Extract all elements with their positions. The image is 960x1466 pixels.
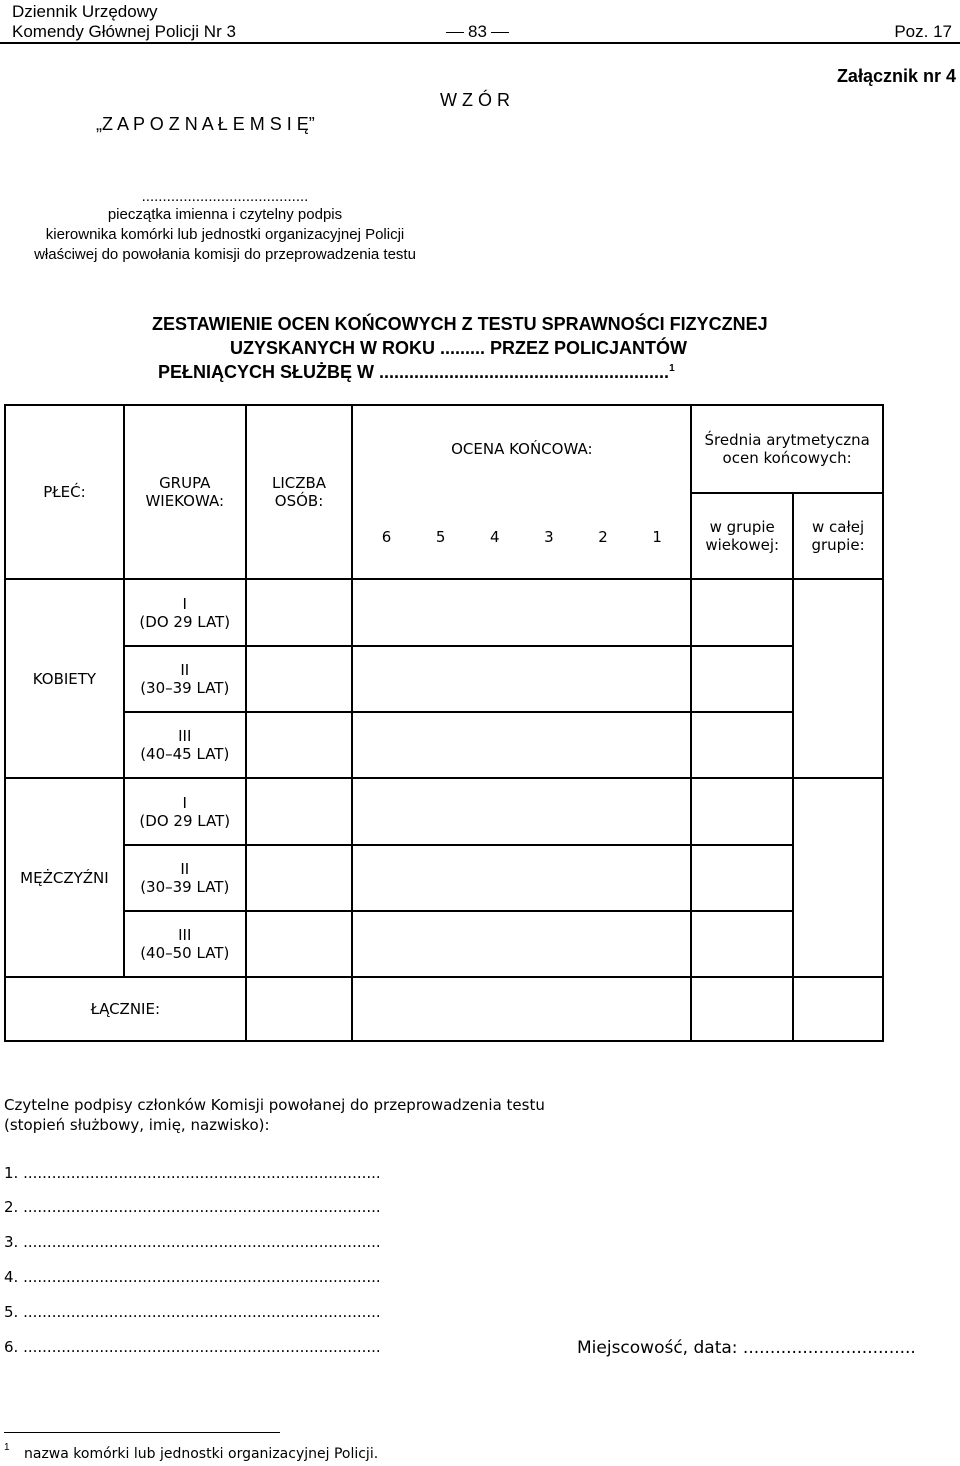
count-cell[interactable] xyxy=(246,579,353,646)
stamp-line-3: właściwej do powołania komisji do przeprowadzenia testu xyxy=(34,246,416,263)
grade-1: 1 xyxy=(652,528,662,546)
grade-6: 6 xyxy=(381,528,392,546)
grade-4: 4 xyxy=(489,528,500,546)
header-final-grade xyxy=(352,405,691,579)
title-line-3 xyxy=(158,362,675,383)
grades-cell[interactable] xyxy=(352,712,691,778)
place-date-field[interactable]: Miejscowość, data: ................................ xyxy=(577,1338,916,1358)
men-label: MĘŻCZYŹNI xyxy=(5,778,124,977)
count-cell[interactable] xyxy=(246,778,353,845)
grades-cell[interactable] xyxy=(352,845,691,911)
grade-2: 2 xyxy=(598,528,608,546)
position-number: Poz. 17 xyxy=(894,22,952,41)
grades-cell[interactable] xyxy=(352,579,691,646)
grades-table xyxy=(4,404,884,1042)
final-grade-label: OCENA KOŃCOWA: xyxy=(451,440,593,458)
women-label: KOBIETY xyxy=(5,579,124,778)
stamp-line-2: kierownika komórki lub jednostki organizacyjnej Policji xyxy=(45,226,405,243)
journal-subtitle: Komendy Głównej Policji Nr 3 xyxy=(12,22,236,41)
header-age-group: GRUPA WIEKOWA: xyxy=(124,405,246,579)
age-group-cell: I (DO 29 LAT) xyxy=(124,579,246,646)
footnote-mark: 1 xyxy=(4,1442,10,1453)
age-group-cell: II (30–39 LAT) xyxy=(124,845,246,911)
grades-cell[interactable] xyxy=(352,911,691,977)
signatures-intro-1: Czytelne podpisy członków Komisji powołanej do przeprowadzenia testu xyxy=(4,1096,545,1114)
signature-line-6[interactable]: 6. ........................................................................... xyxy=(4,1338,381,1356)
mean-group-cell[interactable] xyxy=(691,845,793,911)
total-label: ŁĄCZNIE: xyxy=(5,977,246,1041)
title-line-2: UZYSKANYCH W ROKU ......... PRZEZ POLICJANTÓW xyxy=(230,338,688,358)
mean-group-cell[interactable] xyxy=(691,646,793,712)
mean-group-cell[interactable] xyxy=(691,778,793,845)
count-cell[interactable] xyxy=(246,845,353,911)
header-count: LICZBA OSÓB: xyxy=(246,405,353,579)
title-footnote-mark: 1 xyxy=(669,363,675,374)
signature-line-2[interactable]: 2. ........................................................................... xyxy=(4,1198,381,1216)
title-line-3-text: PEŁNIĄCYCH SŁUŻBĘ W .......................................................... xyxy=(158,362,670,382)
age-group-cell: I (DO 29 LAT) xyxy=(124,778,246,845)
age-group-cell: III (40–45 LAT) xyxy=(124,712,246,778)
stamp-dots: ........................................ xyxy=(141,188,309,205)
mean-all-women-cell[interactable] xyxy=(793,579,883,778)
count-cell[interactable] xyxy=(246,646,353,712)
stamp-line-1: pieczątka imienna i czytelny podpis xyxy=(107,206,343,223)
mean-group-cell[interactable] xyxy=(691,579,793,646)
mean-group-cell[interactable] xyxy=(691,911,793,977)
header-mean-age-group: w grupie wiekowej: xyxy=(691,493,793,579)
signature-line-3[interactable]: 3. ........................................................................... xyxy=(4,1233,381,1251)
annex-label: Załącznik nr 4 xyxy=(836,66,956,86)
grade-3: 3 xyxy=(544,528,554,546)
total-mean-all-cell[interactable] xyxy=(793,977,883,1041)
total-count-cell[interactable] xyxy=(246,977,353,1041)
acknowledgment: „Z A P O Z N A Ł E M S I Ę” xyxy=(96,114,315,134)
age-group-cell: II (30–39 LAT) xyxy=(124,646,246,712)
age-group-cell: III (40–50 LAT) xyxy=(124,911,246,977)
page-number xyxy=(446,22,509,42)
header-mean-all: w całej grupie: xyxy=(793,493,883,579)
page-number-text: 83 xyxy=(468,22,487,41)
count-cell[interactable] xyxy=(246,911,353,977)
footnote-text: nazwa komórki lub jednostki organizacyjnej Policji. xyxy=(24,1446,379,1462)
grade-5: 5 xyxy=(435,528,446,546)
signature-line-1[interactable]: 1. ........................................................................... xyxy=(4,1164,381,1182)
template-label: W Z Ó R xyxy=(440,90,510,110)
grade-scale xyxy=(353,528,690,546)
mean-group-cell[interactable] xyxy=(691,712,793,778)
mean-all-men-cell[interactable] xyxy=(793,778,883,977)
header-sex: PŁEĆ: xyxy=(5,405,124,579)
grades-cell[interactable] xyxy=(352,778,691,845)
signature-line-5[interactable]: 5. ........................................................................... xyxy=(4,1303,381,1321)
journal-title: Dziennik Urzędowy xyxy=(12,2,158,21)
title-line-1: ZESTAWIENIE OCEN KOŃCOWYCH Z TESTU SPRAWNOŚCI FIZYCZNEJ xyxy=(152,314,768,334)
count-cell[interactable] xyxy=(246,712,353,778)
signature-line-4[interactable]: 4. ........................................................................... xyxy=(4,1268,381,1286)
signatures-intro-2: (stopień służbowy, imię, nazwisko): xyxy=(4,1116,270,1134)
header-rule xyxy=(0,42,960,44)
total-mean-group-cell[interactable] xyxy=(691,977,793,1041)
header-mean: Średnia arytmetyczna ocen końcowych: xyxy=(691,405,883,493)
footnote-rule xyxy=(4,1432,280,1433)
grades-cell[interactable] xyxy=(352,646,691,712)
total-grades-cell[interactable] xyxy=(352,977,691,1041)
